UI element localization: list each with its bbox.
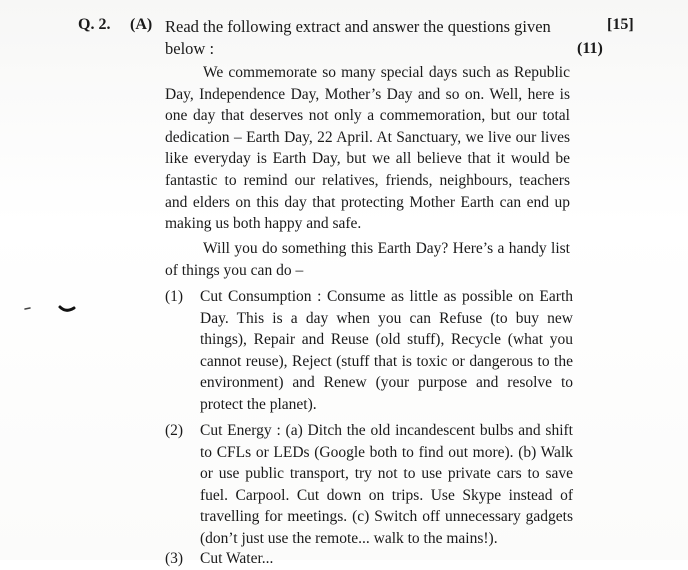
total-marks: [15] bbox=[607, 16, 634, 33]
extract-paragraph-1: We commemorate so many special days such as Republic Day, Independence Day, Mother’s Day and so on. Well, here is one day that deserves not only a commemoration, but our total dedication – Earth Day, 22 April. At Sanctuary, we live our lives like everyday is Earth Day, but we all believe that it would be fantastic to remind our relatives, friends, neighbours, teachers and elders on this day that protecting Mother Earth can end up making us both happy and safe. bbox=[165, 64, 570, 233]
pen-tick-mark bbox=[22, 300, 82, 320]
part-marks: (11) bbox=[577, 40, 603, 57]
question-number: Q. 2. bbox=[78, 16, 111, 33]
extract-paragraph-2: Will you do something this Earth Day? Here’s a handy list of things you can do – bbox=[165, 240, 570, 279]
question-instruction: Read the following extract and answer the questions given below : bbox=[165, 17, 551, 58]
list-item-number: (1) bbox=[165, 288, 184, 305]
list-item-text: Cut Energy : (a) Ditch the old incandescent bulbs and shift to CFLs or LEDs (Google both to find out more). (b) Walk or use public transport, try not to use private cars to save fuel. Carpool. Cut down on trips. Use Skype instead of travelling for meetings. (c) Switch off unnecessary gadgets (don’t just use the remote... walk to the mains!). bbox=[200, 422, 573, 547]
list-item-number: (3) bbox=[165, 550, 184, 567]
list-item-text: Cut Consumption : Consume as little as possible on Earth Day. This is a day when you can Refuse (to buy new things), Repair and Reuse (old stuff), Recycle (what you cannot reuse), Reject (stuff that is toxic or dangerous to the environment) and Renew (your purpose and resolve to protect the planet). bbox=[200, 288, 573, 413]
list-item-number: (2) bbox=[165, 422, 184, 439]
list-item-text: Cut Water... bbox=[200, 550, 274, 567]
question-part-label: (A) bbox=[130, 16, 153, 33]
